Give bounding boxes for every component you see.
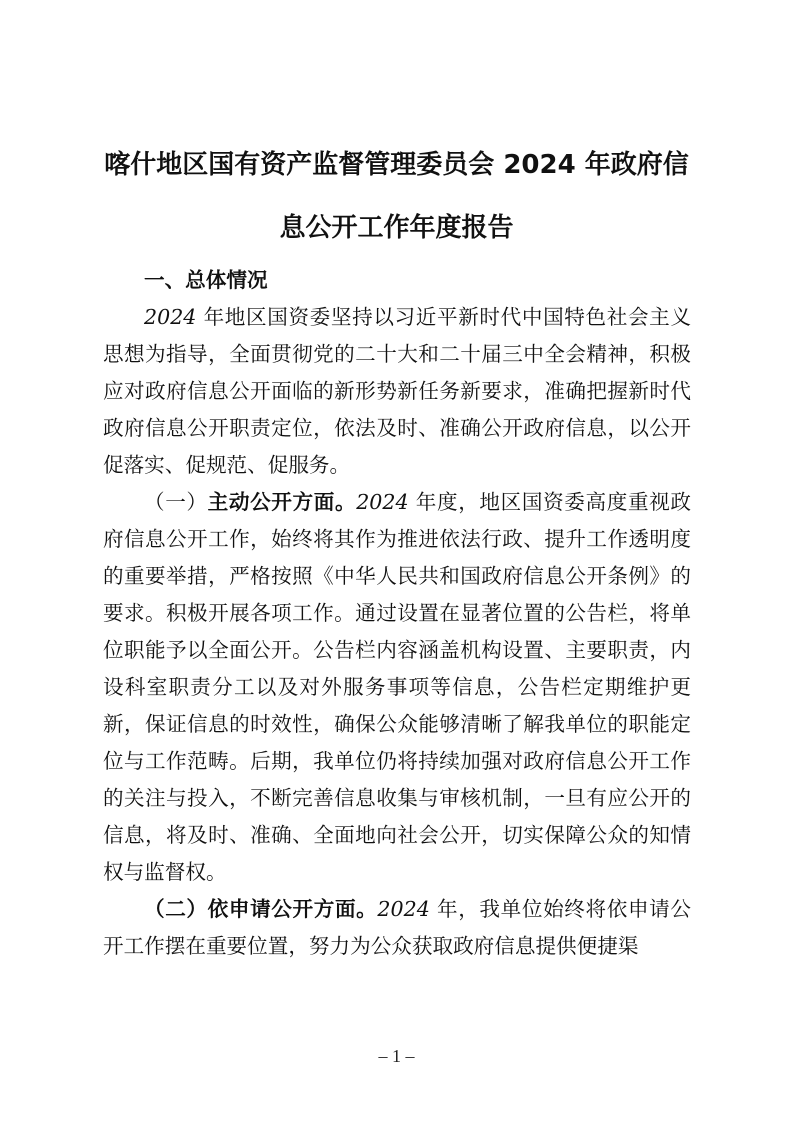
intro-paragraph xyxy=(103,299,691,484)
page-number: – 1 – xyxy=(378,1046,415,1066)
document-title-line-2: 息公开工作年度报告 xyxy=(279,213,514,243)
subsection-2-text: 年，我单位始终将依申请公开工作摆在重要位置，努力为公众获取政府信息提供便捷渠 xyxy=(103,897,691,958)
subsection-1-lead: 主动公开方面。 xyxy=(207,490,357,514)
intro-year: 2024 xyxy=(144,305,197,329)
document-title-line-1: 喀什地区国有资产监督管理委员会 2024 年政府信 xyxy=(104,150,689,180)
subsection-1-text: 年度，地区国资委高度重视政府信息公开工作，始终将其作为推进依法行政、提升工作透明度的重要举措，严格按照《中华人民共和国政府信息公开条例》的要求。积极开展各项工作。通过设置在显著位置的公告栏，将单位职能予以全面公开。公告栏内容涵盖机构设置、主要职责，内设科室职责分工以及对外服务事项等信息，公告栏定期维护更新，保证信息的时效性，确保公众能够清晰了解我单位的职能定位与工作范畴。后期，我单位仍将持续加强对政府信息公开工作的关注与投入，不断完善信息收集与审核机制，一旦有应公开的信息，将及时、准确、全面地向社会公开，切实保障公众的知情权与监督权。 xyxy=(103,490,691,884)
document-body xyxy=(103,262,691,965)
subsection-2-year: 2024 xyxy=(377,897,430,921)
subsection-2-lead: （二）依申请公开方面。 xyxy=(144,897,378,921)
subsection-1-year: 2024 xyxy=(356,490,409,514)
intro-text: 年地区国资委坚持以习近平新时代中国特色社会主义思想为指导，全面贯彻党的二十大和二十届三中全会精神，积极应对政府信息公开面临的新形势新任务新要求，准确把握新时代政府信息公开职责定位，依法及时、准确公开政府信息，以公开促落实、促规范、促服务。 xyxy=(103,305,691,477)
subsection-1-prefix: （一） xyxy=(144,490,208,514)
subsection-2-paragraph xyxy=(103,891,691,965)
section-heading: 一、总体情况 xyxy=(144,268,268,292)
subsection-1-paragraph xyxy=(103,484,691,891)
